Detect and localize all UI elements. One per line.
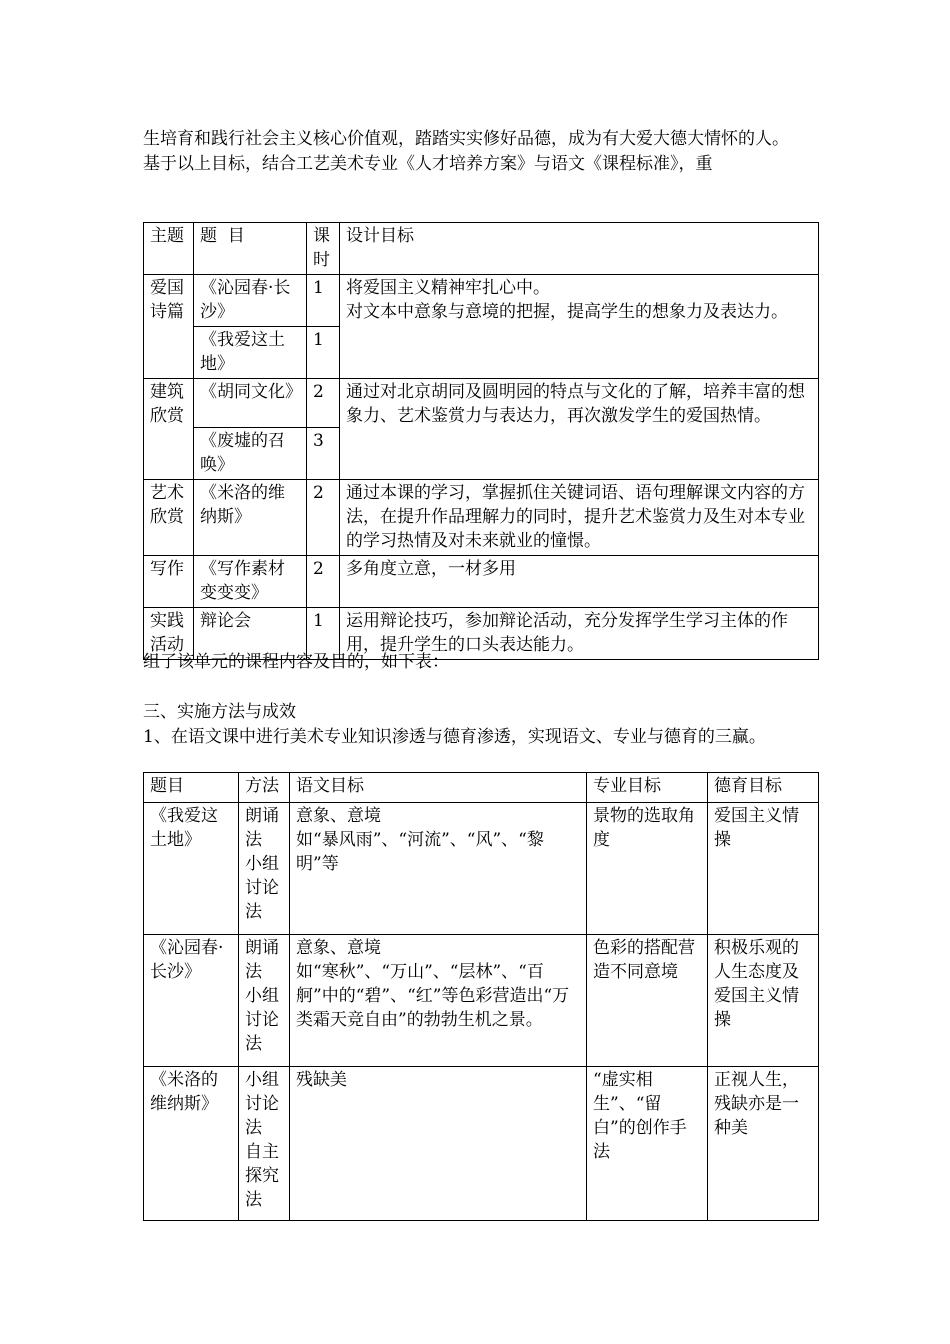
hours-cell: 2 bbox=[307, 556, 340, 608]
theme-cell: 爱国诗篇 bbox=[144, 275, 194, 379]
header-hours: 课时 bbox=[307, 223, 340, 275]
method-cell: 朗诵法 小组讨论法 bbox=[239, 803, 290, 935]
table-row bbox=[144, 275, 819, 327]
header-title: 题目 bbox=[144, 773, 239, 803]
major-goal-cell: 色彩的搭配营造不同意境 bbox=[587, 935, 708, 1067]
table-header-row bbox=[144, 773, 819, 803]
title-cell: 《沁园春·长沙》 bbox=[194, 275, 307, 327]
intro-line-1: 生培育和践行社会主义核心价值观，踏踏实实修好品德，成为有大爱大德大情怀的人。 bbox=[143, 129, 789, 149]
title-cell: 《沁园春·长沙》 bbox=[144, 935, 239, 1067]
theme-cell: 建筑欣赏 bbox=[144, 379, 194, 480]
title-cell: 《写作素材变变变》 bbox=[194, 556, 307, 608]
title-cell: 《我爱这土地》 bbox=[194, 327, 307, 379]
hours-cell: 1 bbox=[307, 608, 340, 660]
hours-cell: 1 bbox=[307, 275, 340, 327]
header-title: 题 目 bbox=[194, 223, 307, 275]
header-major-goal: 专业目标 bbox=[587, 773, 708, 803]
section-heading: 三、实施方法与成效 bbox=[143, 702, 296, 722]
theme-cell: 写作 bbox=[144, 556, 194, 608]
hours-cell: 1 bbox=[307, 327, 340, 379]
major-goal-cell: “虚实相生”、“留白”的创作手法 bbox=[587, 1067, 708, 1221]
moral-goal-cell: 爱国主义情操 bbox=[708, 803, 819, 935]
table-row bbox=[144, 1067, 819, 1221]
goal-cell: 多角度立意，一材多用 bbox=[340, 556, 819, 608]
table-row bbox=[144, 935, 819, 1067]
theme-cell: 实践活动 bbox=[144, 608, 194, 660]
table-row bbox=[144, 480, 819, 556]
header-method: 方法 bbox=[239, 773, 290, 803]
table-row bbox=[144, 803, 819, 935]
title-cell: 辩论会 bbox=[194, 608, 307, 660]
method-cell: 朗诵法 小组讨论法 bbox=[239, 935, 290, 1067]
header-theme: 主题 bbox=[144, 223, 194, 275]
header-chinese-goal: 语文目标 bbox=[290, 773, 587, 803]
method-cell: 小组讨论法 自主探究法 bbox=[239, 1067, 290, 1221]
title-cell: 《米洛的维纳斯》 bbox=[194, 480, 307, 556]
goal-cell: 运用辩论技巧，参加辩论活动，充分发挥学生学习主体的作用，提升学生的口头表达能力。 bbox=[340, 608, 819, 660]
hours-cell: 2 bbox=[307, 480, 340, 556]
header-goal: 设计目标 bbox=[340, 223, 819, 275]
goals-table bbox=[143, 772, 819, 1221]
moral-goal-cell: 积极乐观的人生态度及爱国主义情操 bbox=[708, 935, 819, 1067]
major-goal-cell: 景物的选取角度 bbox=[587, 803, 708, 935]
section-point-1: 1、在语文课中进行美术专业知识渗透与德育渗透，实现语文、专业与德育的三赢。 bbox=[143, 727, 766, 747]
hours-cell: 3 bbox=[307, 428, 340, 480]
section-3 bbox=[143, 700, 818, 750]
goal-cell: 通过本课的学习，掌握抓住关键词语、语句理解课文内容的方法，在提升作品理解力的同时，提升艺术鉴赏力及生对本专业的学习热情及对未来就业的憧憬。 bbox=[340, 480, 819, 556]
theme-cell: 艺术欣赏 bbox=[144, 480, 194, 556]
goal-cell: 将爱国主义精神牢扎心中。 对文本中意象与意境的把握，提高学生的想象力及表达力。 bbox=[340, 275, 819, 379]
table-caption-text: 组了该单元的课程内容及目的，如下表： bbox=[143, 652, 449, 672]
title-cell: 《胡同文化》 bbox=[194, 379, 307, 428]
title-cell: 《我爱这土地》 bbox=[144, 803, 239, 935]
moral-goal-cell: 正视人生，残缺亦是一种美 bbox=[708, 1067, 819, 1221]
table-row bbox=[144, 379, 819, 428]
intro-text bbox=[143, 127, 818, 177]
table-row bbox=[144, 556, 819, 608]
header-moral-goal: 德育目标 bbox=[708, 773, 819, 803]
chinese-goal-cell: 意象、意境 如“寒秋”、“万山”、“层林”、“百舸”中的“碧”、“红”等色彩营造出“万类霜天竞自由”的勃勃生机之景。 bbox=[290, 935, 587, 1067]
title-cell: 《米洛的维纳斯》 bbox=[144, 1067, 239, 1221]
table-header-row bbox=[144, 223, 819, 275]
chinese-goal-cell: 残缺美 bbox=[290, 1067, 587, 1221]
course-content-table bbox=[143, 222, 819, 660]
title-cell: 《废墟的召唤》 bbox=[194, 428, 307, 480]
chinese-goal-cell: 意象、意境 如“暴风雨”、“河流”、“风”、“黎明”等 bbox=[290, 803, 587, 935]
hours-cell: 2 bbox=[307, 379, 340, 428]
intro-line-2: 基于以上目标，结合工艺美术专业《人才培养方案》与语文《课程标准》，重 bbox=[143, 154, 713, 174]
goal-cell: 通过对北京胡同及圆明园的特点与文化的了解，培养丰富的想象力、艺术鉴赏力与表达力，再次激发学生的爱国热情。 bbox=[340, 379, 819, 480]
